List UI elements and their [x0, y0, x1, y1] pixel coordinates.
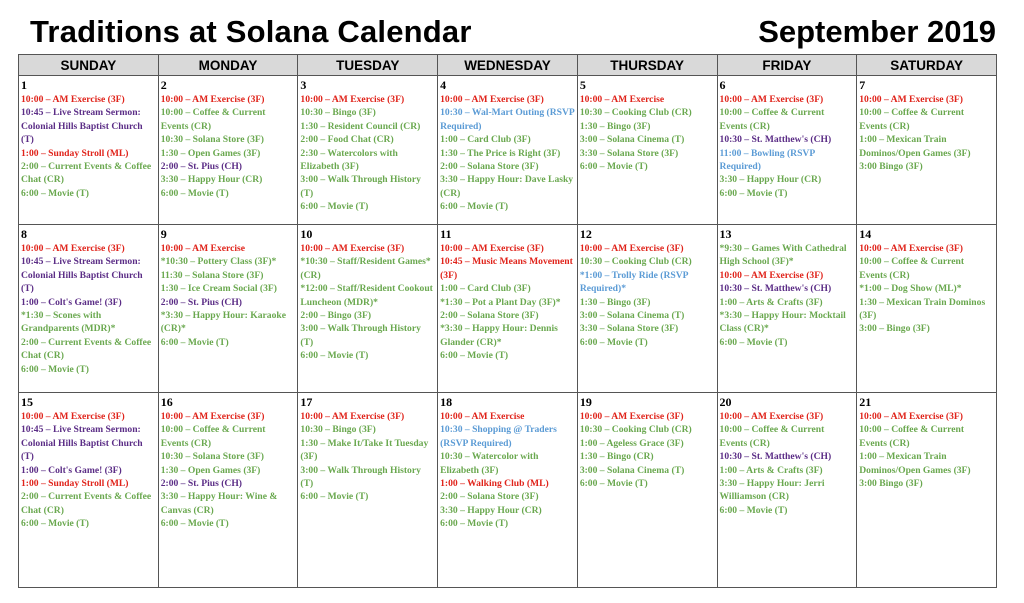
event-item: 10:30 – Cooking Club (CR)	[579, 107, 692, 119]
event-item: 1:00 – Sunday Stroll (ML)	[21, 147, 129, 159]
event-item: 6:00 – Movie (T)	[21, 363, 89, 375]
event-item: 1:30 – Open Games (3F)	[160, 464, 261, 476]
event-item: 3:00 – Bingo (3F)	[859, 323, 930, 335]
day-cell	[438, 225, 578, 393]
event-list	[300, 410, 435, 504]
day-number: 13	[719, 227, 732, 241]
event-item: 10:30 – Cooking Club (CR)	[579, 256, 692, 268]
event-item: 10:00 – Coffee & Current Events (CR)	[719, 107, 825, 132]
event-item: 1:30 – Bingo (3F)	[579, 120, 651, 132]
event-item: 10:30 – Bingo (3F)	[300, 107, 376, 119]
event-item: 2:00 – Solana Store (3F)	[440, 491, 539, 503]
event-item: *9:30 – Games With Cathedral High School (3F)*	[719, 243, 847, 268]
day-number: 14	[859, 227, 872, 241]
event-item: 6:00 – Movie (T)	[440, 201, 509, 213]
event-item: 10:00 – AM Exercise	[440, 411, 525, 422]
event-item: *1:00 – Trolly Ride (RSVP Required)*	[579, 269, 689, 295]
weekday-sunday: SUNDAY	[19, 55, 159, 76]
day-cell	[298, 76, 438, 225]
event-item: 10:30 – Solana Store (3F)	[160, 451, 264, 463]
day-number: 2	[160, 78, 167, 92]
day-number: 12	[579, 227, 592, 241]
event-item: 10:00 – AM Exercise (3F)	[21, 411, 125, 422]
event-item: 2:00 – Food Chat (CR)	[300, 134, 394, 146]
event-list	[580, 410, 715, 490]
event-item: 10:00 – AM Exercise (3F)	[579, 411, 684, 422]
day-number: 9	[160, 227, 167, 241]
day-cell	[19, 225, 159, 393]
day-cell	[158, 76, 298, 225]
event-list	[300, 93, 435, 214]
event-item: 10:00 – AM Exercise (3F)	[859, 94, 963, 105]
event-item: 6:00 – Movie (T)	[160, 518, 229, 530]
day-cell	[438, 393, 578, 588]
day-cell	[577, 225, 717, 393]
day-cell	[158, 225, 298, 393]
event-item: 1:00 – Card Club (3F)	[440, 134, 531, 146]
day-cell	[438, 76, 578, 225]
event-list	[580, 242, 715, 349]
event-list	[21, 410, 156, 531]
event-item: 3:30 – Happy Hour (CR)	[160, 174, 263, 186]
weekday-saturday: SATURDAY	[857, 55, 997, 76]
event-item: 10:30 – St. Matthew's (CH)	[719, 451, 832, 463]
event-item: 10:00 – Coffee & Current Events (CR)	[719, 424, 825, 449]
weekday-wednesday: WEDNESDAY	[438, 55, 578, 76]
event-list	[21, 93, 156, 200]
calendar-grid	[18, 54, 997, 588]
event-list	[300, 242, 435, 363]
week-row	[19, 76, 997, 225]
event-item: 1:30 – Ice Cream Social (3F)	[160, 283, 277, 295]
event-item: 3:00 Bingo (3F)	[859, 478, 923, 490]
event-item: 10:00 – AM Exercise (3F)	[719, 269, 824, 281]
event-item: *1:30 – Scones with Grandparents (MDR)*	[21, 310, 116, 335]
event-list	[580, 93, 715, 173]
event-item: 11:00 – Bowling (RSVP Required)	[719, 147, 815, 173]
day-cell	[577, 393, 717, 588]
event-item: 10:45 – Music Means Movement (3F)	[440, 256, 573, 281]
event-item: 1:00 – Card Club (3F)	[440, 283, 531, 295]
event-item: 10:00 – AM Exercise (3F)	[300, 411, 405, 422]
event-item: 10:30 – Shopping @ Traders (RSVP Required)	[440, 424, 557, 449]
event-item: 10:00 – Coffee & Current Events (CR)	[859, 256, 965, 281]
event-item: 10:45 – Live Stream Sermon: Colonial Hills Baptist Church (T)	[21, 424, 143, 463]
event-item: 1:30 – Bingo (CR)	[579, 451, 654, 463]
event-item: 3:30 – Happy Hour (CR)	[440, 504, 542, 516]
event-list	[859, 93, 994, 173]
event-item: 1:00 – Mexican Train Dominos/Open Games (3F)	[859, 134, 971, 159]
event-list	[21, 242, 156, 376]
event-item: 6:00 – Movie (T)	[440, 518, 509, 530]
event-item: 10:00 – Coffee & Current Events (CR)	[160, 107, 266, 132]
day-number: 19	[579, 395, 592, 409]
event-item: 10:30 – Wal-Mart Outing (RSVP Required)	[440, 107, 575, 132]
event-item: 6:00 – Movie (T)	[300, 201, 369, 213]
event-item: 2:00 – Solana Store (3F)	[440, 310, 539, 322]
day-cell	[298, 225, 438, 393]
event-item: 1:00 – Colt's Game! (3F)	[21, 296, 122, 308]
event-item: 10:30 – Watercolor with Elizabeth (3F)	[440, 451, 539, 476]
event-item: 6:00 – Movie (T)	[160, 336, 229, 348]
page-title: Traditions at Solana Calendar	[30, 14, 472, 49]
weekday-tuesday: TUESDAY	[298, 55, 438, 76]
day-number: 16	[160, 395, 173, 409]
event-item: 11:30 – Solana Store (3F)	[160, 269, 264, 281]
week-row	[19, 225, 997, 393]
event-item: 10:45 – Live Stream Sermon: Colonial Hills Baptist Church (T)	[21, 256, 143, 295]
event-list	[720, 410, 855, 517]
event-item: 1:30 – Bingo (3F)	[579, 296, 651, 308]
day-number: 18	[440, 395, 453, 409]
event-item: 1:30 – Mexican Train Dominos (3F)	[859, 296, 986, 322]
event-item: 3:30 – Solana Store (3F)	[579, 147, 679, 159]
event-item: 2:00 – St. Pius (CH)	[160, 161, 242, 173]
day-cell	[857, 225, 997, 393]
event-item: 10:30 – Solana Store (3F)	[160, 134, 264, 146]
event-item: 1:00 – Colt's Game! (3F)	[21, 464, 122, 476]
day-number: 20	[719, 395, 732, 409]
event-item: *12:00 – Staff/Resident Cookout Luncheon (MDR)*	[300, 283, 433, 308]
event-list	[440, 93, 575, 214]
event-item: 10:00 – AM Exercise (3F)	[719, 94, 824, 105]
event-item: 3:30 – Solana Store (3F)	[579, 323, 679, 335]
event-list	[440, 242, 575, 363]
event-item: 3:00 – Walk Through History (T)	[300, 464, 421, 490]
event-item: 3:30 – Happy Hour: Jerri Williamson (CR)	[719, 478, 825, 503]
event-item: 1:00 – Walking Club (ML)	[440, 478, 549, 490]
day-number: 3	[300, 78, 307, 92]
event-item: 2:00 – St. Pius (CH)	[160, 478, 242, 490]
event-item: 10:00 – AM Exercise	[160, 243, 245, 254]
event-item: 10:00 – AM Exercise (3F)	[21, 94, 125, 105]
event-item: 6:00 – Movie (T)	[719, 187, 788, 199]
event-item: 2:00 – Current Events & Coffee Chat (CR)	[21, 336, 152, 362]
event-list	[440, 410, 575, 531]
event-item: 10:00 – AM Exercise (3F)	[300, 243, 405, 254]
day-number: 1	[21, 78, 27, 92]
event-item: 1:00 – Arts & Crafts (3F)	[719, 464, 823, 476]
event-item: 10:00 – AM Exercise (3F)	[440, 94, 544, 105]
event-item: 3:00 – Solana Cinema (T)	[579, 310, 685, 322]
event-item: 10:00 – AM Exercise (3F)	[579, 243, 684, 254]
event-list	[161, 410, 296, 531]
event-item: 2:00 – Current Events & Coffee Chat (CR)	[21, 161, 152, 186]
event-item: *10:30 – Pottery Class (3F)*	[160, 256, 277, 268]
month-title: September 2019	[758, 14, 996, 49]
event-item: 10:30 – St. Matthew's (CH)	[719, 134, 832, 146]
event-item: 1:30 – The Price is Right (3F)	[440, 147, 561, 159]
event-item: 10:30 – Bingo (3F)	[300, 424, 376, 436]
day-number: 17	[300, 395, 313, 409]
event-item: 2:00 – Bingo (3F)	[300, 310, 372, 322]
event-item: 6:00 – Movie (T)	[440, 350, 509, 362]
event-item: 10:00 – AM Exercise (3F)	[300, 94, 405, 105]
day-cell	[19, 76, 159, 225]
weekday-friday: FRIDAY	[717, 55, 857, 76]
event-item: 6:00 – Movie (T)	[719, 504, 788, 516]
event-item: 3:00 – Walk Through History (T)	[300, 174, 421, 199]
event-item: 2:30 – Watercolors with Elizabeth (3F)	[300, 147, 398, 173]
event-item: 2:00 – Current Events & Coffee Chat (CR)	[21, 491, 152, 516]
event-list	[161, 93, 296, 200]
event-item: 10:00 – Coffee & Current Events (CR)	[160, 424, 266, 449]
event-item: 2:00 – St. Pius (CH)	[160, 296, 242, 308]
day-cell	[158, 393, 298, 588]
event-list	[720, 93, 855, 200]
event-item: 1:30 – Make It/Take It Tuesday (3F)	[300, 437, 429, 463]
day-number: 6	[719, 78, 726, 92]
event-item: 6:00 – Movie (T)	[300, 350, 369, 362]
event-item: 10:00 – AM Exercise (3F)	[859, 243, 963, 254]
day-number: 15	[21, 395, 33, 409]
event-item: *3:30 – Happy Hour: Mocktail Class (CR)*	[719, 310, 846, 335]
event-item: 2:00 – Solana Store (3F)	[440, 161, 539, 173]
event-item: *10:30 – Staff/Resident Games* (CR)	[300, 256, 431, 281]
day-number: 5	[579, 78, 586, 92]
event-item: 1:00 – Sunday Stroll (ML)	[21, 478, 129, 490]
event-item: 10:00 – AM Exercise (3F)	[21, 243, 125, 254]
event-item: 3:00 – Walk Through History (T)	[300, 323, 421, 348]
day-cell	[298, 393, 438, 588]
event-item: *1:30 – Pot a Plant Day (3F)*	[440, 296, 561, 308]
week-row	[19, 393, 997, 588]
event-item: 10:30 – St. Matthew's (CH)	[719, 283, 832, 295]
event-item: 10:00 – Coffee & Current Events (CR)	[859, 107, 965, 132]
event-item: 6:00 – Movie (T)	[21, 518, 89, 530]
event-item: 6:00 – Movie (T)	[579, 478, 648, 490]
day-number: 7	[859, 78, 866, 92]
event-item: *1:00 – Dog Show (ML)*	[859, 283, 962, 295]
event-item: 10:00 – Coffee & Current Events (CR)	[859, 424, 965, 449]
day-cell	[857, 76, 997, 225]
event-item: 10:00 – AM Exercise (3F)	[160, 94, 265, 105]
event-item: 6:00 – Movie (T)	[300, 491, 369, 503]
event-item: 3:30 – Happy Hour: Wine & Canvas (CR)	[160, 491, 278, 516]
event-item: 10:30 – Cooking Club (CR)	[579, 424, 692, 436]
weekday-thursday: THURSDAY	[577, 55, 717, 76]
event-item: 1:00 – Arts & Crafts (3F)	[719, 296, 823, 308]
event-item: 3:00 Bingo (3F)	[859, 161, 923, 173]
day-cell	[857, 393, 997, 588]
event-item: 10:45 – Live Stream Sermon: Colonial Hills Baptist Church (T)	[21, 107, 143, 146]
event-item: *3:30 – Happy Hour: Dennis Glander (CR)*	[440, 323, 558, 348]
event-item: *3:30 – Happy Hour: Karaoke (CR)*	[160, 310, 286, 335]
event-item: 3:30 – Happy Hour (CR)	[719, 174, 822, 186]
event-list	[859, 410, 994, 490]
event-item: 6:00 – Movie (T)	[579, 336, 648, 348]
event-item: 6:00 – Movie (T)	[579, 161, 648, 173]
day-number: 21	[859, 395, 872, 409]
day-cell	[717, 393, 857, 588]
event-list	[859, 242, 994, 336]
event-item: 10:00 – AM Exercise (3F)	[719, 411, 824, 422]
day-number: 8	[21, 227, 27, 241]
event-item: 6:00 – Movie (T)	[160, 187, 229, 199]
day-cell	[717, 225, 857, 393]
day-number: 10	[300, 227, 313, 241]
day-cell	[577, 76, 717, 225]
event-item: 1:30 – Resident Council (CR)	[300, 120, 421, 132]
event-item: 1:00 – Ageless Grace (3F)	[579, 437, 684, 449]
event-item: 1:00 – Mexican Train Dominos/Open Games (3F)	[859, 451, 971, 476]
weekday-monday: MONDAY	[158, 55, 298, 76]
weekday-header-row	[19, 55, 997, 76]
event-item: 6:00 – Movie (T)	[719, 336, 788, 348]
event-item: 6:00 – Movie (T)	[21, 187, 89, 199]
day-cell	[717, 76, 857, 225]
day-cell	[19, 393, 159, 588]
event-item: 10:00 – AM Exercise (3F)	[440, 243, 544, 254]
event-item: 3:00 – Solana Cinema (T)	[579, 464, 685, 476]
event-list	[161, 242, 296, 349]
event-item: 1:30 – Open Games (3F)	[160, 147, 261, 159]
day-number: 4	[440, 78, 447, 92]
event-list	[720, 242, 855, 349]
day-number: 11	[440, 227, 452, 241]
event-item: 3:00 – Solana Cinema (T)	[579, 134, 685, 146]
event-item: 3:30 – Happy Hour: Dave Lasky (CR)	[440, 174, 574, 199]
event-item: 10:00 – AM Exercise (3F)	[859, 411, 963, 422]
event-item: 10:00 – AM Exercise	[579, 94, 665, 105]
event-item: 10:00 – AM Exercise (3F)	[160, 411, 265, 422]
